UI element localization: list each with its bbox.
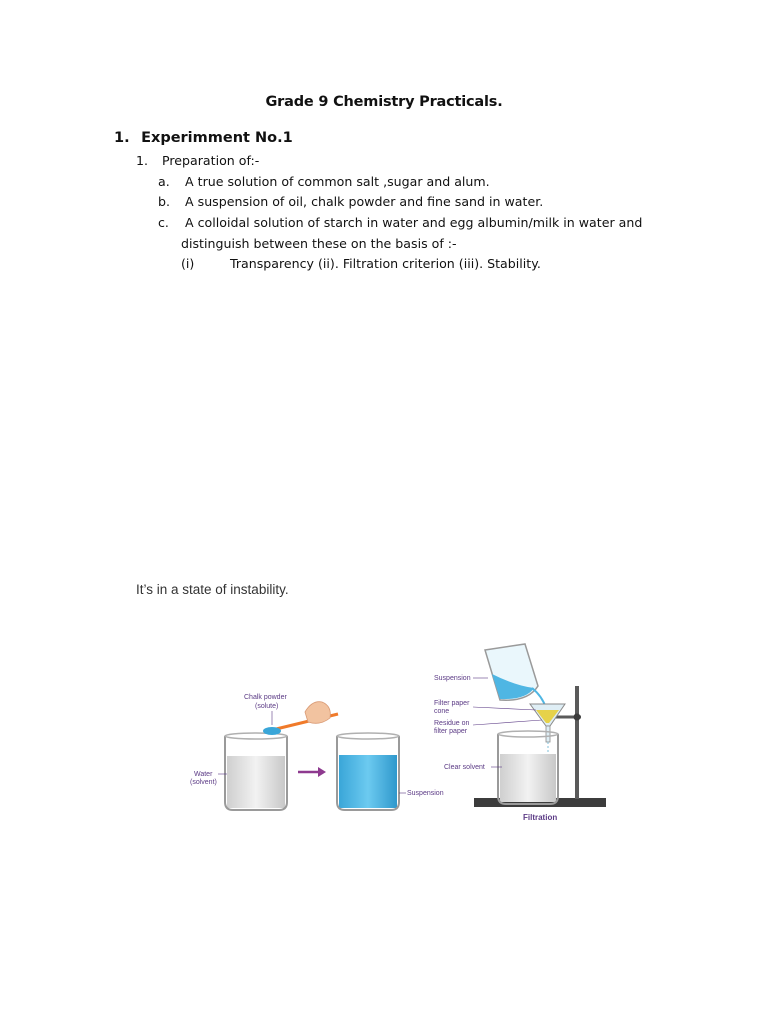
- document-title: Grade 9 Chemistry Practicals.: [265, 94, 503, 110]
- sub-item-text: A colloidal solution of starch in water and egg albumin/milk in water and: [185, 215, 643, 230]
- label-chalk-powder: Chalk powder: [244, 694, 287, 701]
- sub-item-a: [158, 174, 490, 189]
- label-suspension-left: Suspension: [407, 790, 444, 797]
- water-label: [190, 771, 227, 786]
- arrow-icon: [298, 767, 326, 777]
- list-item-text: Preparation of:-: [162, 153, 260, 168]
- criteria-text: Transparency (ii). Filtration criterion (iii). Stability.: [230, 256, 541, 271]
- instability-note: It’s in a state of instability.: [136, 582, 289, 597]
- pouring-beaker: [485, 644, 546, 708]
- suspension-filtration-figure: [180, 630, 620, 830]
- beaker-suspension: [337, 733, 444, 810]
- label-clear-solvent: Clear solvent: [444, 764, 485, 771]
- list-marker: 1.: [136, 153, 149, 168]
- section-number: 1.: [114, 130, 130, 146]
- figure-caption: Filtration: [523, 813, 558, 822]
- section-heading: [114, 130, 293, 146]
- list-item-preparation: [136, 153, 259, 168]
- sub-item-b: [158, 194, 543, 209]
- label-suspension-right: Suspension: [434, 675, 471, 682]
- label-filter-paper-2: filter paper: [434, 728, 468, 735]
- chalk-powder-label: [244, 694, 287, 725]
- label-solvent: (solvent): [190, 779, 217, 786]
- label-water: Water: [194, 771, 213, 778]
- sub-item-text: A suspension of oil, chalk powder and fine sand in water.: [185, 194, 544, 209]
- criteria-marker: (i): [181, 256, 195, 271]
- label-cone: cone: [434, 708, 450, 715]
- beaker-water: [225, 733, 287, 810]
- sub-item-marker: b.: [158, 194, 170, 209]
- label-residue-on: Residue on: [434, 720, 470, 727]
- label-solute: (solute): [255, 703, 279, 710]
- criteria-line: [181, 256, 541, 271]
- section-title: Experimment No.1: [141, 130, 293, 146]
- sub-item-marker: c.: [158, 215, 169, 230]
- sub-item-c-continuation: distinguish between these on the basis of :-: [181, 236, 457, 251]
- sub-item-text: A true solution of common salt ,sugar and alum.: [185, 174, 490, 189]
- sub-item-c: [158, 215, 642, 230]
- label-filter-paper: Filter paper: [434, 700, 470, 707]
- sub-item-marker: a.: [158, 174, 170, 189]
